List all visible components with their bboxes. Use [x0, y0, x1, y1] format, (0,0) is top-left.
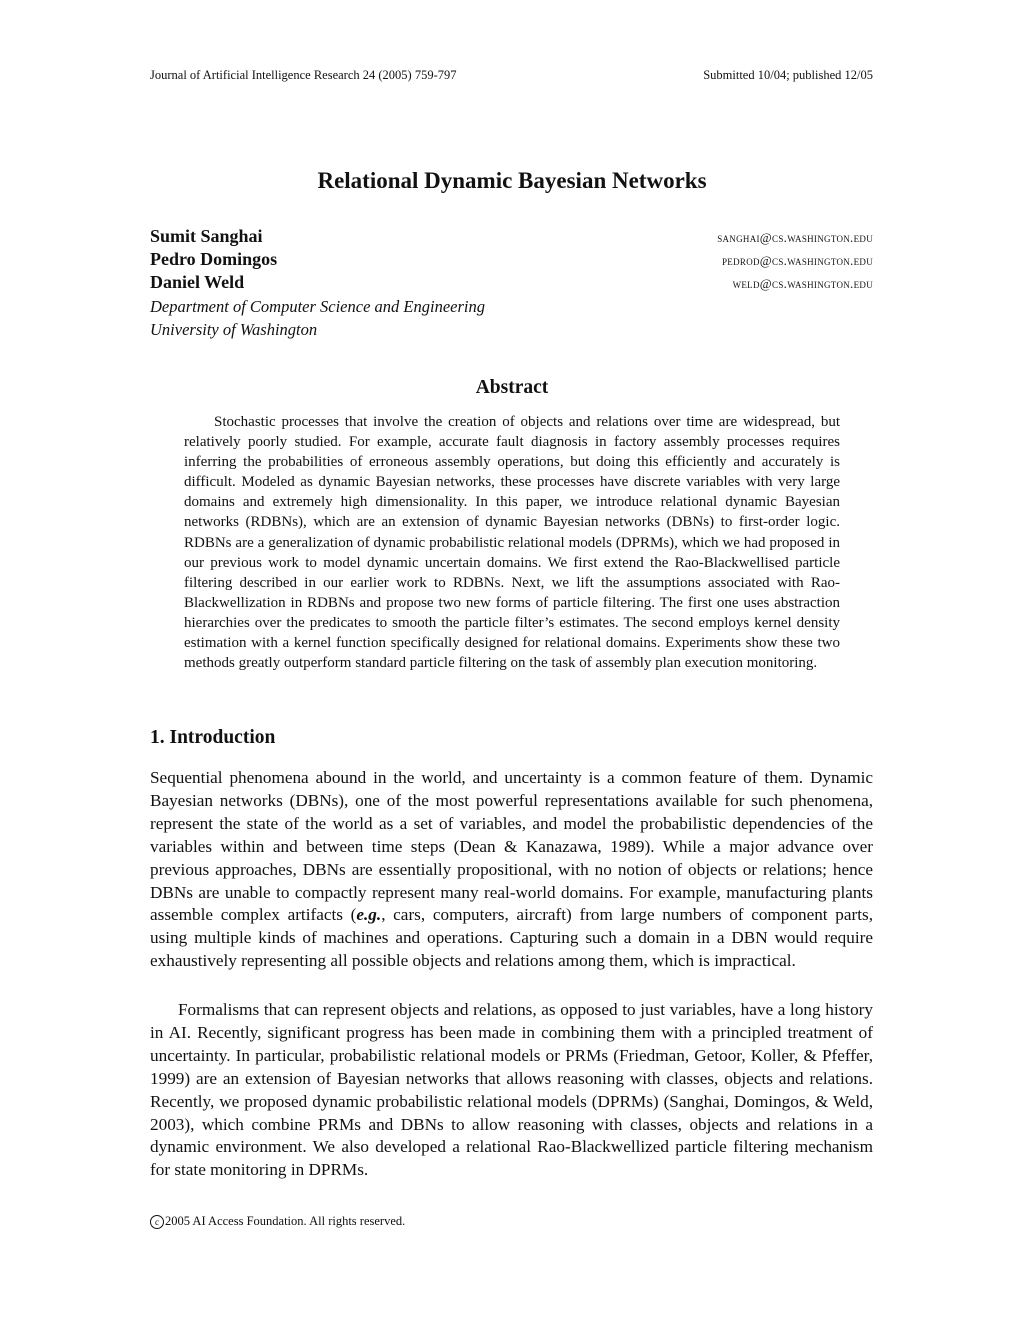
author-email: pedrod@cs.washington.edu	[721, 253, 873, 268]
copyright-icon: c	[150, 1215, 164, 1229]
abstract-text: Stochastic processes that involve the creation of objects and relations over time are widespread, but relatively poorly studied. For example, accurate fault diagnosis in factory assembly processes requires inferring the probabilities of erroneous assembly operations, but doing this efficiently and accurately is difficult. Modeled as dynamic Bayesian networks, these processes have discrete variables with very large domains and extremely high dimensionality. In this paper, we introduce relational dynamic Bayesian networks (RDBNs), which are an extension of dynamic Bayesian networks (DBNs) to first-order logic. RDBNs are a generalization of dynamic probabilistic relational models (DPRMs), which we had proposed in our previous work to model dynamic uncertain domains. We first extend the Rao-Blackwellised particle filtering described in our earlier work to RDBNs. Next, we lift the assumptions associated with Rao-Blackwellization in RDBNs and propose two new forms of particle filtering. The first one uses abstraction hierarchies over the predicates to smooth the particle filter’s estimates. The second employs kernel density estimation with a kernel function specifically designed for relational domains. Experiments show these two methods greatly outperform standard particle filtering on the task of assembly plan execution monitoring.	[184, 414, 840, 672]
author-name: Daniel Weld	[150, 272, 245, 292]
paragraph-text-cont: , cars, computers, aircraft) from large numbers of component parts, using multiple kinds of machines and operations. Capturing such a domain in a DBN would require exhaustively representing all possible objects and relations among them, which is impractical.	[150, 905, 873, 971]
author-name: Sumit Sanghai	[150, 226, 263, 246]
journal-citation: Journal of Artificial Intelligence Research 24 (2005) 759-797	[150, 68, 457, 82]
author-block	[150, 226, 873, 341]
section-heading-introduction: 1. Introduction	[150, 727, 276, 748]
author-row	[150, 272, 873, 295]
running-head	[150, 68, 873, 83]
author-email: weld@cs.washington.edu	[732, 276, 873, 291]
abstract-heading: Abstract	[475, 377, 549, 398]
author-name: Pedro Domingos	[150, 249, 278, 269]
author-email: sanghai@cs.washington.edu	[717, 230, 873, 245]
affiliation-department: Department of Computer Science and Engineering	[150, 297, 485, 316]
author-row	[150, 249, 873, 272]
intro-paragraph-2: Formalisms that can represent objects and relations, as opposed to just variables, have a long history in AI. Recently, significant progress has been made in combining them with a principled treatment of uncertainty. In particular, probabilistic relational models or PRMs (Friedman, Getoor, Koller, & Pfeffer, 1999) are an extension of Bayesian networks that allows reasoning with classes, objects and relations. Recently, we proposed dynamic probabilistic relational models (DPRMs) (Sanghai, Domingos, & Weld, 2003), which combine PRMs and DBNs to allow reasoning with classes, objects and relations in a dynamic environment. We also developed a relational Rao-Blackwellized particle filtering mechanism for state monitoring in DPRMs.	[150, 1000, 873, 1180]
author-row	[150, 226, 873, 249]
affiliation-university: University of Washington	[150, 320, 318, 339]
paper-title: Relational Dynamic Bayesian Networks	[317, 168, 707, 193]
emphasis-eg: e.g.	[356, 905, 382, 925]
copyright-text: 2005 AI Access Foundation. All rights reserved.	[165, 1214, 406, 1228]
intro-paragraph-1	[150, 767, 873, 973]
submission-dates: Submitted 10/04; published 12/05	[703, 68, 873, 82]
copyright-footer	[150, 1214, 405, 1229]
paragraph-text: Sequential phenomena abound in the world, and uncertainty is a common feature of them. Dynamic Bayesian networks (DBNs), one of the most powerful representations available for such phenomena, represent the state of the world as a set of variables, and model the probabilistic dependencies of the variables within and between time steps (Dean & Kanazawa, 1989). While a major advance over previous approaches, DBNs are essentially propositional, with no notion of objects or relations; hence DBNs are unable to compactly represent many real-world domains. For example, manufacturing plants assemble complex artifacts (	[150, 768, 873, 925]
